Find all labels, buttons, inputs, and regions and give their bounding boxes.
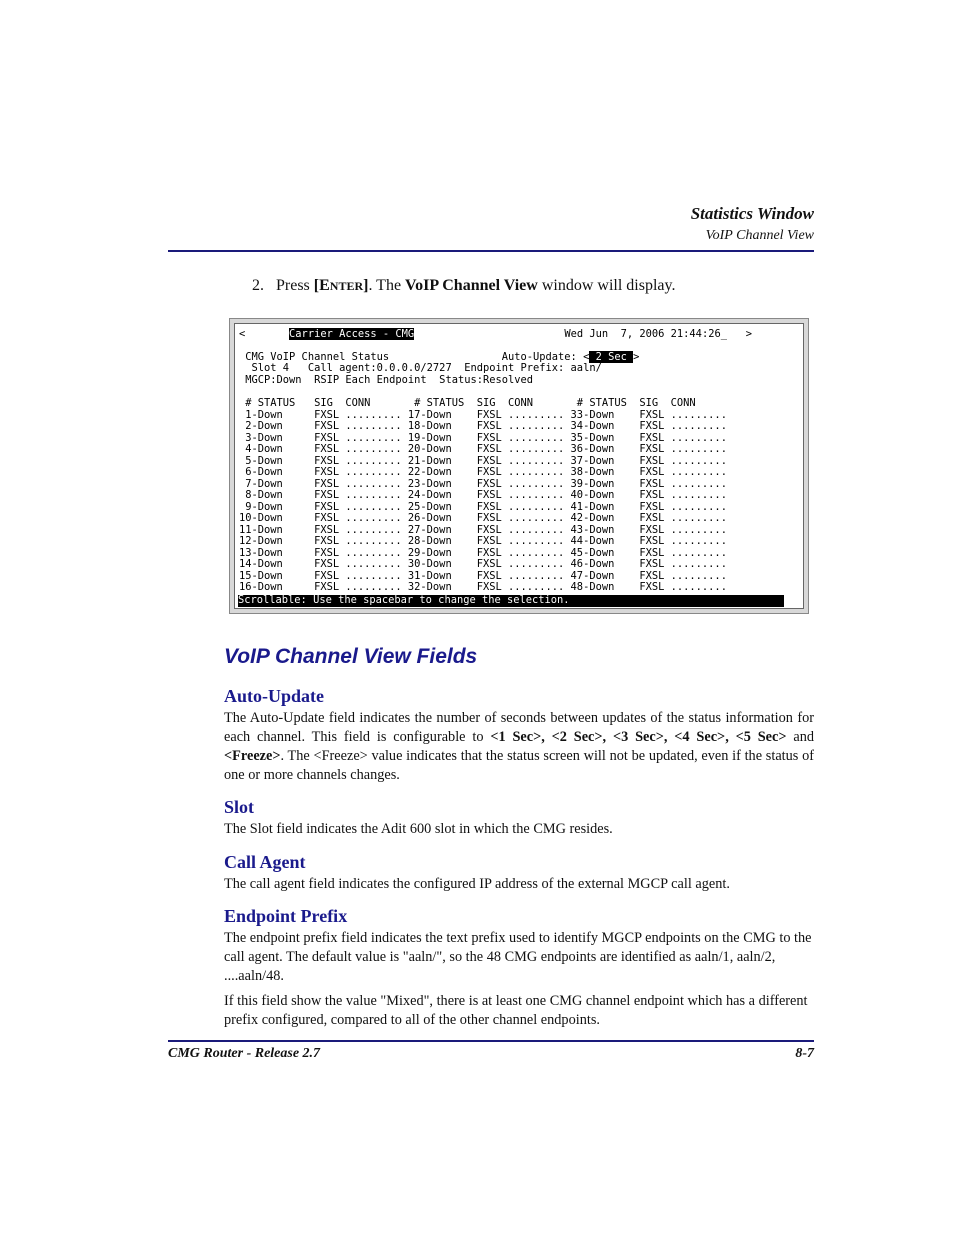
terminal-row: 10-Down FXSL ......... 26-Down FXSL ......... 42-Down FXSL ......... bbox=[239, 512, 727, 524]
terminal-status-bar: Scrollable: Use the spacebar to change the selection. bbox=[238, 595, 784, 607]
step-instruction bbox=[252, 277, 675, 295]
step-number: 2. bbox=[252, 277, 264, 294]
footer-product: CMG Router - Release 2.7 bbox=[168, 1046, 321, 1061]
terminal-row: 3-Down FXSL ......... 19-Down FXSL ......... 35-Down FXSL ......... bbox=[239, 431, 727, 444]
terminal-datetime: Wed Jun 7, 2006 21:44:26_ > bbox=[564, 328, 752, 340]
heading-auto-update: Auto-Update bbox=[224, 686, 325, 706]
step-tail: window will display. bbox=[541, 277, 676, 294]
auto-update-value[interactable]: 2 Sec bbox=[589, 351, 634, 363]
step-press: Press bbox=[276, 277, 310, 294]
heading-endpoint-prefix: Endpoint Prefix bbox=[224, 906, 348, 926]
terminal-screenshot bbox=[229, 318, 809, 614]
terminal-line-status: CMG VoIP Channel Status Auto-Update: < 2 Sec > bbox=[239, 351, 640, 363]
section-title: VoIP Channel View Fields bbox=[224, 645, 478, 668]
terminal-row: 1-Down FXSL ......... 17-Down FXSL ......... 33-Down FXSL ......... bbox=[239, 408, 727, 421]
heading-slot: Slot bbox=[224, 797, 255, 817]
terminal-row: 14-Down FXSL ......... 30-Down FXSL ......... 46-Down FXSL ......... bbox=[239, 558, 727, 570]
step-the: . The bbox=[368, 277, 402, 294]
terminal-screen bbox=[234, 323, 804, 609]
terminal-column-headers: # STATUS SIG CONN # STATUS SIG CONN # STATUS SIG CONN bbox=[239, 397, 696, 409]
call-agent-description: The call agent field indicates the configured IP address of the external MGCP call agent. bbox=[224, 876, 730, 892]
terminal-row: 6-Down FXSL ......... 22-Down FXSL ......... 38-Down FXSL ......... bbox=[239, 466, 727, 478]
terminal-row: 9-Down FXSL ......... 25-Down FXSL ......... 41-Down FXSL ......... bbox=[239, 500, 727, 513]
header-subtitle: VoIP Channel View bbox=[705, 228, 814, 243]
header-rule bbox=[168, 250, 814, 252]
terminal-row: 12-Down FXSL ......... 28-Down FXSL ......... 44-Down FXSL ......... bbox=[239, 535, 727, 547]
terminal-row: 15-Down FXSL ......... 31-Down FXSL ......... 47-Down FXSL ......... bbox=[239, 569, 727, 582]
terminal-title-line: < Carrier Access - CMG Wed Jun 7, 2006 21:44:26_ > bbox=[239, 328, 752, 340]
terminal-line-slot: Slot 4 Call agent:0.0.0.0/2727 Endpoint Prefix: aaln/ bbox=[239, 362, 602, 374]
terminal-row: 7-Down FXSL ......... 23-Down FXSL ......... 39-Down FXSL ......... bbox=[239, 477, 727, 490]
enter-key: [ENTER] bbox=[313, 277, 369, 294]
footer-rule bbox=[168, 1040, 814, 1042]
terminal-row: 8-Down FXSL ......... 24-Down FXSL ......... 40-Down FXSL ......... bbox=[239, 489, 727, 501]
auto-update-description: The Auto-Update field indicates the number of seconds between updates of the status information for each channel. This field is configurable to <1 Sec>, <2 Sec>, <3 Sec>, <4 Sec>, <5 Sec> and <Freeze>. The <Freeze> value indicates that the status screen will not be updated, even if the status of one or more channels changes. bbox=[224, 710, 815, 783]
terminal-row: 13-Down FXSL ......... 29-Down FXSL ......... 45-Down FXSL ......... bbox=[239, 546, 727, 559]
terminal-row: 4-Down FXSL ......... 20-Down FXSL ......... 36-Down FXSL ......... bbox=[239, 443, 727, 455]
terminal-row: 16-Down FXSL ......... 32-Down FXSL ......... 48-Down FXSL ......... bbox=[239, 581, 727, 593]
slot-description: The Slot field indicates the Adit 600 slot in which the CMG resides. bbox=[224, 821, 613, 837]
endpoint-prefix-description: The endpoint prefix field indicates the text prefix used to identify MGCP endpoints on the CMG to the call agent. The default value is "aaln/", so the 48 CMG endpoints are identified as aaln/1, aaln/2, ....aaln/48. bbox=[224, 930, 812, 984]
terminal-line-mgcp: MGCP:Down RSIP Each Endpoint Status:Resolved bbox=[239, 374, 534, 386]
window-name: VoIP Channel View bbox=[405, 277, 538, 294]
terminal-title: Carrier Access - CMG bbox=[289, 328, 415, 340]
terminal-row: 5-Down FXSL ......... 21-Down FXSL ......... 37-Down FXSL ......... bbox=[239, 454, 727, 467]
terminal-row: 2-Down FXSL ......... 18-Down FXSL ......... 34-Down FXSL ......... bbox=[239, 420, 727, 432]
heading-call-agent: Call Agent bbox=[224, 852, 306, 872]
endpoint-prefix-mixed-note: If this field show the value "Mixed", there is at least one CMG channel endpoint which has a different prefix configured, compared to all of the other channel endpoints. bbox=[224, 993, 808, 1028]
terminal-row: 11-Down FXSL ......... 27-Down FXSL ......... 43-Down FXSL ......... bbox=[239, 523, 727, 536]
page-number: 8-7 bbox=[795, 1046, 814, 1061]
header-title: Statistics Window bbox=[690, 204, 814, 223]
